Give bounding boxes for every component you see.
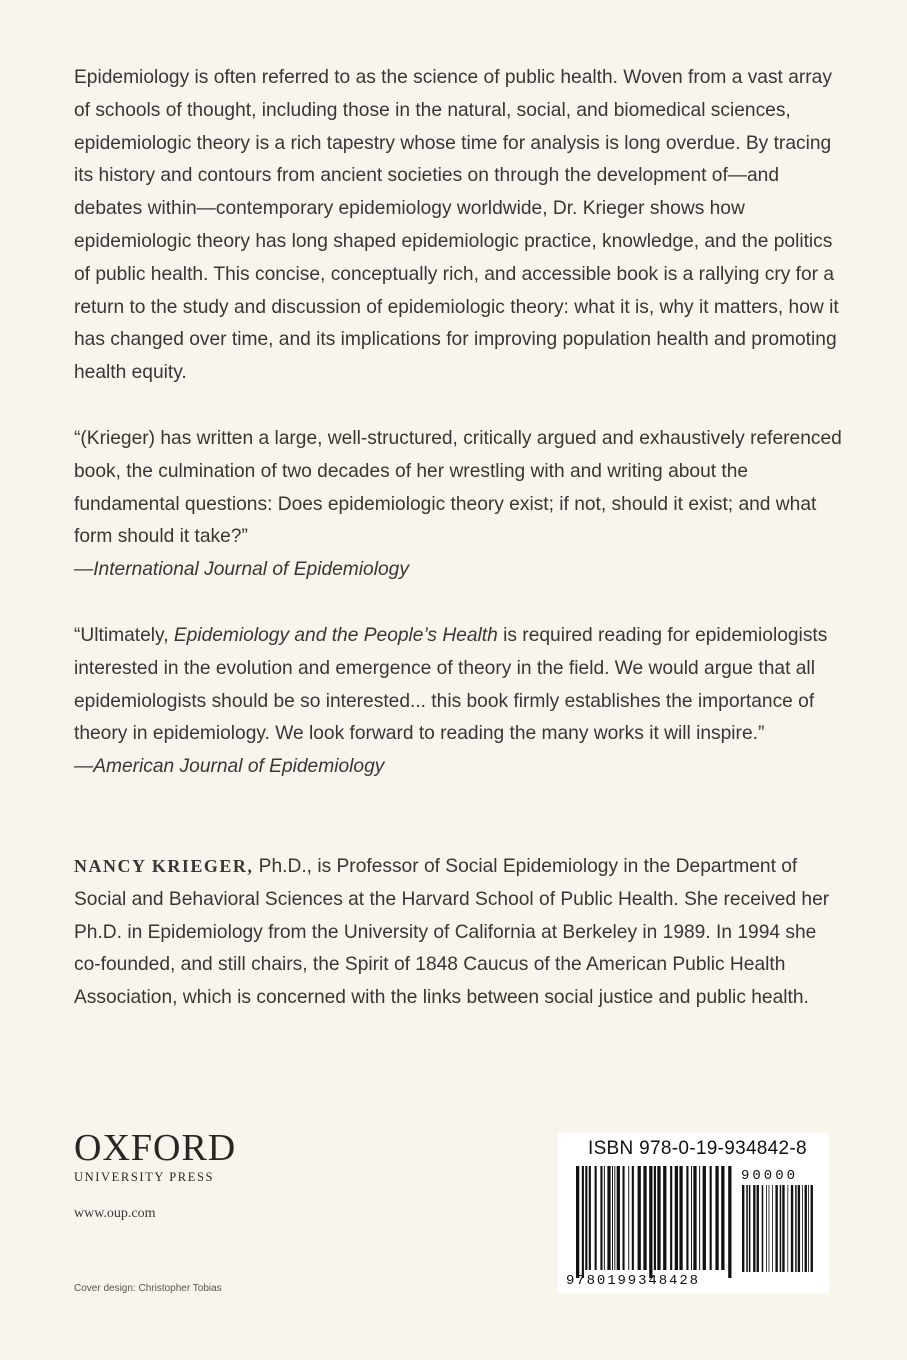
review-text bbox=[74, 620, 844, 751]
barcode-bar bbox=[600, 1166, 602, 1270]
review-source: —American Journal of Epidemiology bbox=[74, 756, 385, 778]
barcode-bar bbox=[749, 1185, 751, 1272]
barcode-bar bbox=[612, 1166, 613, 1270]
barcode-bar bbox=[787, 1185, 788, 1272]
barcode-bar bbox=[614, 1166, 615, 1270]
barcode-bar bbox=[811, 1185, 813, 1272]
barcode-bar bbox=[622, 1166, 624, 1270]
author-bio bbox=[74, 850, 844, 1015]
barcode-bar bbox=[638, 1166, 641, 1270]
barcode-bar bbox=[769, 1185, 770, 1272]
barcode-bar bbox=[686, 1166, 688, 1270]
barcode-bar bbox=[576, 1166, 579, 1278]
publisher-logo bbox=[74, 1128, 236, 1185]
cover-credit: Cover design: Christopher Tobias bbox=[74, 1283, 222, 1294]
price-code: 90000 bbox=[741, 1168, 799, 1184]
barcode-bar bbox=[710, 1166, 712, 1270]
barcode-bar bbox=[762, 1185, 764, 1272]
publisher-url: www.oup.com bbox=[74, 1206, 156, 1221]
isbn-label: ISBN 978-0-19-934842-8 bbox=[588, 1138, 807, 1159]
review-text: “(Krieger) has written a large, well-structured, critically argued and exhaustively referenced book, the culmination of two decades of her wrestling with and writing about the fundamental questions: Does epidemiologic theory exist; if not, should it exist; and what form should it take?” bbox=[74, 428, 842, 548]
barcode-bar bbox=[617, 1166, 620, 1270]
barcode-bar bbox=[715, 1166, 718, 1270]
barcode-bar bbox=[780, 1185, 782, 1272]
barcode-bar bbox=[766, 1185, 767, 1272]
barcode-bar bbox=[657, 1166, 660, 1270]
isbn-barcode bbox=[558, 1133, 829, 1293]
barcode-bar bbox=[808, 1185, 809, 1272]
review-quote bbox=[74, 620, 844, 784]
barcode-bar bbox=[782, 1185, 784, 1272]
barcode-bar bbox=[585, 1166, 587, 1270]
author-bio-text: Ph.D., is Professor of Social Epidemiology in the Department of Social and Behavioral Sciences at the Harvard School of Public Health. She received her Ph.D. in Epidemiology from the University of California at Berkeley in 1989. In 1994 she co-founded, and still chairs, the Spirit of 1848 Caucus of the American Public Health Association, which is concerned with the links between social justice and public health. bbox=[74, 856, 830, 1009]
barcode-bar bbox=[628, 1166, 629, 1270]
author-name: NANCY KRIEGER, bbox=[74, 856, 254, 876]
barcode-bars bbox=[576, 1166, 736, 1278]
barcode-bar bbox=[649, 1166, 652, 1278]
barcode-bar bbox=[802, 1185, 803, 1272]
barcode-bar bbox=[691, 1166, 692, 1270]
barcode-bar bbox=[654, 1166, 656, 1270]
publisher-name: OXFORD bbox=[74, 1127, 237, 1169]
barcode-bar bbox=[643, 1166, 646, 1270]
barcode-bar bbox=[679, 1166, 682, 1270]
description-blurb: Epidemiology is often referred to as the science of public health. Woven from a vast array of schools of thought, including those in the natural, social, and biomedical sciences, epidemiologic theory is a rich tapestry whose time for analysis is long overdue. By tracing its history and contours from ancient societies on through the development of—and debates within—contemporary epidemiology worldwide, Dr. Krieger shows how epidemiologic theory has long shaped epidemiologic practice, knowledge, and the politics of public health. This concise, conceptually rich, and accessible book is a rallying cry for a return to the study and discussion of epidemiologic theory: what it is, why it matters, how it has changed over time, and its implications for improving population health and promoting health equity. bbox=[74, 67, 839, 384]
barcode-bar bbox=[791, 1185, 793, 1272]
barcode-bar bbox=[670, 1166, 672, 1270]
barcode-bar bbox=[775, 1185, 777, 1272]
review-text-rest: is required reading for epidemiologists interested in the evolution and emergence of theory in the field. We would argue that all epidemiologists should be so interested... this book firmly establishes the importance of theory in epidemiology. We look forward to reading the many works it will inspire.” bbox=[74, 625, 828, 745]
barcode-bar bbox=[753, 1185, 755, 1272]
ean-number: 9780199348428 bbox=[566, 1273, 700, 1289]
barcode-bar bbox=[699, 1166, 700, 1270]
barcode-bar bbox=[675, 1166, 678, 1270]
barcode-bar bbox=[805, 1185, 807, 1272]
barcode-bar bbox=[693, 1166, 696, 1270]
barcode-bar bbox=[772, 1185, 773, 1272]
barcode-bar bbox=[632, 1166, 634, 1270]
book-title: Epidemiology and the People’s Health bbox=[173, 625, 498, 646]
barcode-bar bbox=[757, 1185, 759, 1272]
barcode-bar bbox=[607, 1166, 610, 1270]
barcode-bar bbox=[595, 1166, 597, 1270]
barcode-bar bbox=[798, 1185, 800, 1272]
barcode-bar bbox=[742, 1185, 744, 1272]
barcode-bar bbox=[604, 1166, 605, 1270]
barcode-bar bbox=[728, 1166, 731, 1278]
publisher-subname: UNIVERSITY PRESS bbox=[74, 1170, 215, 1184]
review-quote bbox=[74, 423, 844, 587]
barcode-bar bbox=[663, 1166, 666, 1270]
barcode-bar bbox=[589, 1166, 591, 1270]
barcode-bar bbox=[746, 1185, 748, 1272]
review-text-prefix: “Ultimately, bbox=[74, 625, 174, 646]
barcode-bar bbox=[582, 1166, 584, 1278]
barcode-bar bbox=[721, 1166, 724, 1270]
barcode-bar bbox=[795, 1185, 797, 1272]
addon-barcode-bars bbox=[742, 1185, 816, 1272]
review-source: —International Journal of Epidemiology bbox=[74, 559, 409, 581]
barcode-bar bbox=[703, 1166, 706, 1270]
